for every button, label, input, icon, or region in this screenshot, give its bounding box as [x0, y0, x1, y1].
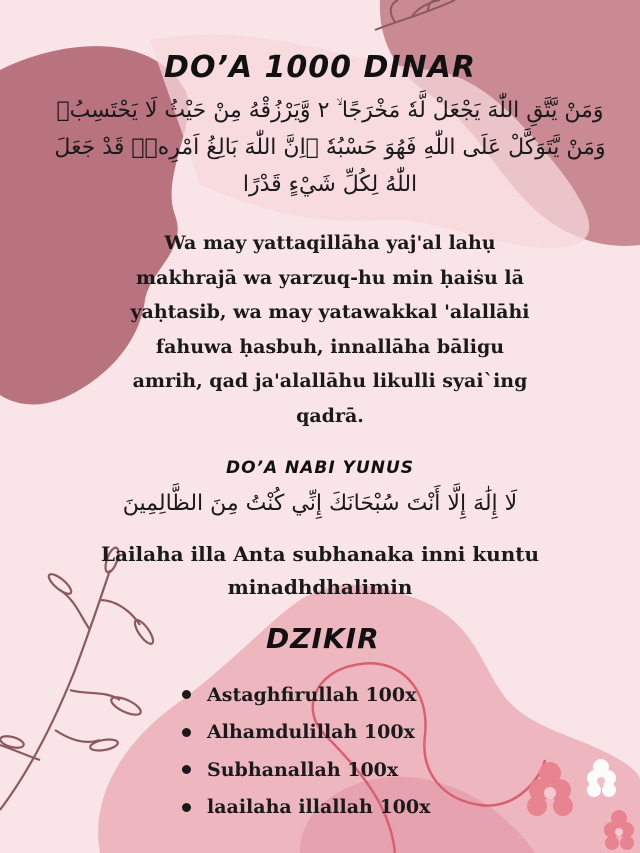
doa-1000-dinar-latin: Wa may yattaqillāha yaj'al lahụ makhrajā wa yarzuq-hu min ḥaiṡu lā yaḥtasib, wa may yatawakkal 'alallāhi fahuwa ḥasbuh, innallāha bāligu amrih, qad ja'alallāhu likulli syai`ing qadrā.: [130, 232, 530, 427]
dzikir-item: [182, 676, 430, 714]
doa-nabi-yunus-arabic: لَا إِلَٰهَ إِلَّا أَنْتَ سُبْحَانَكَ إِنِّي كُنْتُ مِنَ الظَّالِمِينَ: [122, 491, 518, 516]
dzikir-item-label: Astaghfirullah 100x: [207, 683, 417, 706]
doa-nabi-yunus-latin: Lailaha illa Anta subhanaka inni kuntu minadhdhalimin: [100, 542, 540, 599]
bullet-icon: [182, 690, 191, 699]
dzikir-title: DZIKIR: [266, 622, 380, 655]
dzikir-item: [182, 789, 430, 827]
dzikir-item: [182, 714, 430, 752]
dzikir-item-label: Subhanallah 100x: [207, 758, 399, 781]
dzikir-item-label: Alhamdulillah 100x: [207, 721, 415, 744]
bullet-icon: [182, 803, 191, 812]
doa-1000-dinar-arabic: وَمَنْ يَّتَّقِ اللّٰهَ يَجْعَلْ لَّهٗ مَخْرَجًا ۙ ٢ وَّيَرْزُقْهُ مِنْ حَيْثُ لَا يَحْتَسِبُۗ وَمَنْ يَّتَوَكَّلْ عَلَى اللّٰهِ فَهُوَ حَسْبُهٗ ۗاِنَّ اللّٰهَ بَالِغُ اَمْرِهٖۗ قَدْ جَعَلَ اللّٰهُ لِكُلِّ شَيْءٍ قَدْرًا: [54, 98, 606, 197]
bullet-icon: [182, 765, 191, 774]
bullet-icon: [182, 728, 191, 737]
doa-1000-dinar-title: DO’A 1000 DINAR: [164, 50, 476, 85]
dzikir-item-label: laailaha illallah 100x: [207, 796, 431, 819]
dzikir-list: [182, 676, 430, 826]
doa-nabi-yunus-title: DO’A NABI YUNUS: [225, 458, 415, 478]
dzikir-item: [182, 751, 430, 789]
